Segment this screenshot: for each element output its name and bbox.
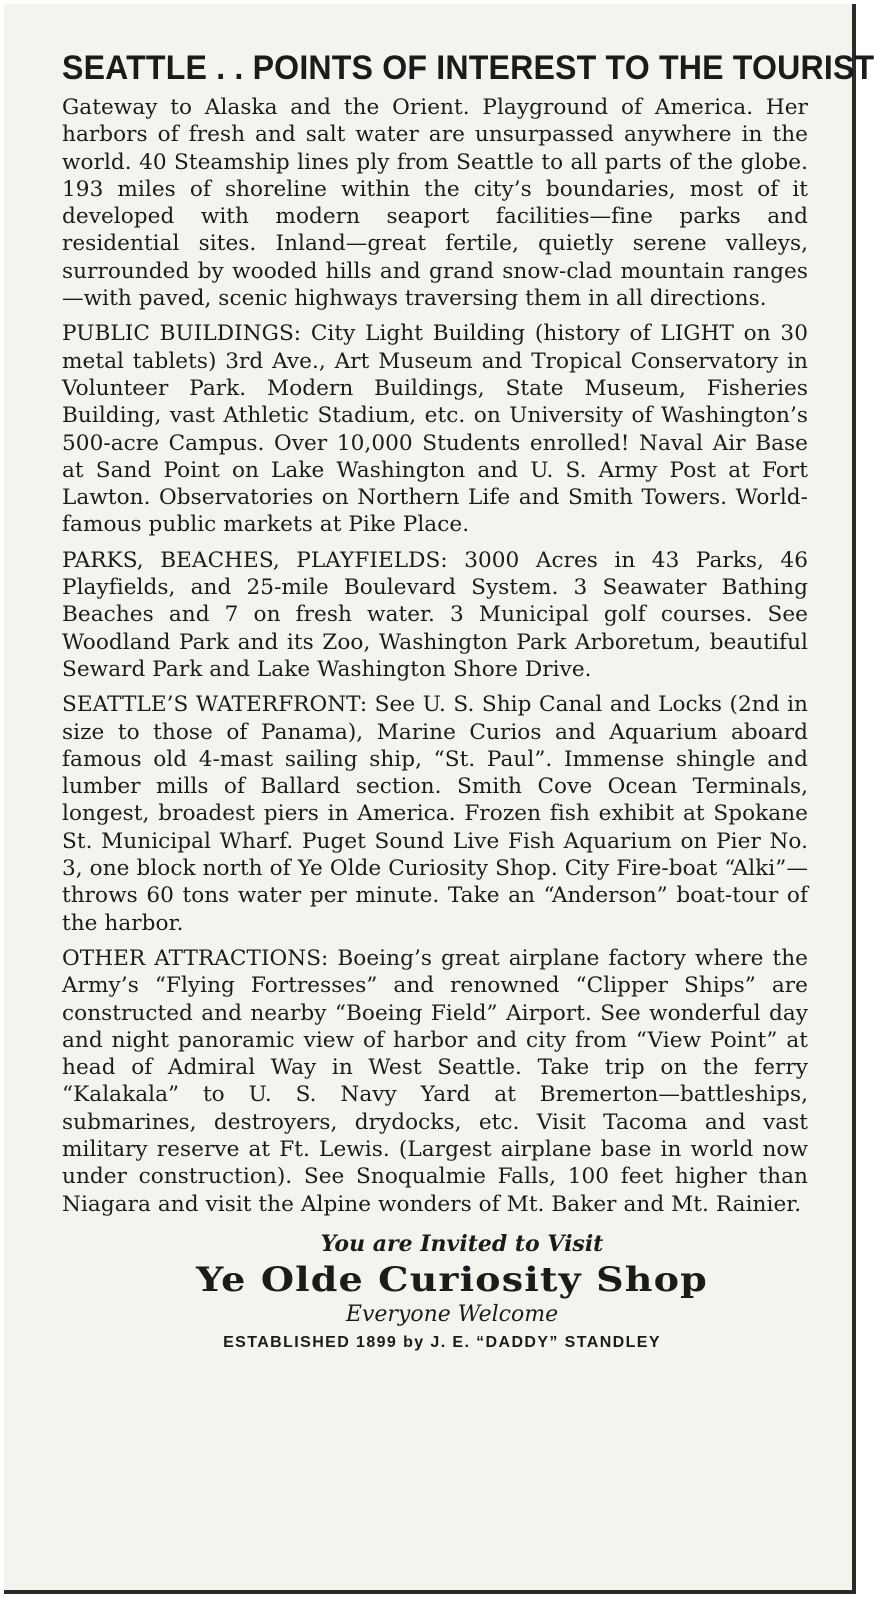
section-parks bbox=[62, 547, 808, 683]
section-heading: OTHER ATTRACTIONS: bbox=[62, 945, 329, 971]
section-waterfront bbox=[62, 691, 808, 937]
section-heading: PUBLIC BUILDINGS: bbox=[62, 321, 302, 347]
section-text: See U. S. Ship Canal and Locks (2nd in size to those of Panama), Marine Curios and Aquarium aboard famous old 4-mast sailing ship, “St. Paul”. Immense shingle and lumber mills of Ballard section. Smith Cove Ocean Terminals, longest, broadest piers in America. Frozen fish exhibit at Spokane St. Municipal Wharf. Puget Sound Live Fish Aquarium on Pier No. 3, one block north of Ye Olde Curiosity Shop. City Fire-boat “Alki”—throws 60 tons water per minute. Take an “Anderson” boat-tour of the harbor. bbox=[62, 692, 808, 936]
section-text: 3000 Acres in 43 Parks, 46 Playfields, and 25-mile Boulevard System. 3 Seawater Bathing Beaches and 7 on fresh water. 3 Municipal golf courses. See Woodland Park and its Zoo, Washington Park Arboretum, beautiful Seward Park and Lake Washington Shore Drive. bbox=[62, 547, 808, 682]
section-text: City Light Building (history of LIGHT on 30 metal tablets) 3rd Ave., Art Museum and Tropical Conservatory in Volunteer Park. Modern Buildings, State Museum, Fisheries Building, vast Athletic Stadium, etc. on University of Washington’s 500-acre Campus. Over 10,000 Students enrolled! Naval Air Base at Sand Point on Lake Washington and U. S. Army Post at Fort Lawton. Observatories on Northern Life and Smith Towers. World-famous public markets at Pike Place. bbox=[62, 321, 808, 538]
section-heading: PARKS, BEACHES, PLAYFIELDS: bbox=[62, 547, 448, 573]
postcard bbox=[4, 4, 875, 1594]
card-content bbox=[62, 42, 875, 1358]
intro-paragraph: Gateway to Alaska and the Orient. Playground of America. Her harbors of fresh and salt water are unsurpassed anywhere in the world. 40 Steamship lines ply from Seattle to all parts of the globe. 193 miles of shoreline within the city’s boundaries, most of it developed with modern seaport facilities—fine parks and residential sites. Inland—great fertile, quietly serene valleys, surrounded by wooded hills and grand snow-clad mountain ranges—with paved, scenic highways traversing them in all directions. bbox=[62, 95, 808, 312]
invite-line: You are Invited to Visit bbox=[320, 1230, 604, 1257]
welcome-line: Everyone Welcome bbox=[345, 1301, 559, 1327]
section-text: Boeing’s great airplane factory where the Army’s “Flying Fortresses” and renowned “Clipper Ships” are constructed and nearby “Boeing Field” Airport. See wonderful day and night panoramic view of harbor and city from “View Point” at head of Admiral Way in West Seattle. Take trip on the ferry “Kalakala” to U. S. Navy Yard at Bremerton—battleships, submarines, destroyers, drydocks, etc. Visit Tacoma and vast military reserve at Ft. Lewis. (Largest airplane base in world now under construction). See Snoqualmie Falls, 100 feet higher than Niagara and visit the Alpine wonders of Mt. Baker and Mt. Rainier. bbox=[62, 945, 808, 1217]
shop-name: Ye Olde Curiosity Shop bbox=[196, 1259, 708, 1300]
established-line: ESTABLISHED 1899 by J. E. “DADDY” STANDLEY bbox=[223, 1333, 661, 1351]
page-title: SEATTLE . . POINTS OF INTEREST TO THE TOURIST bbox=[62, 49, 875, 87]
section-heading: SEATTLE’S WATERFRONT: bbox=[62, 692, 368, 718]
section-other-attractions bbox=[62, 945, 808, 1218]
section-public-buildings bbox=[62, 320, 808, 538]
